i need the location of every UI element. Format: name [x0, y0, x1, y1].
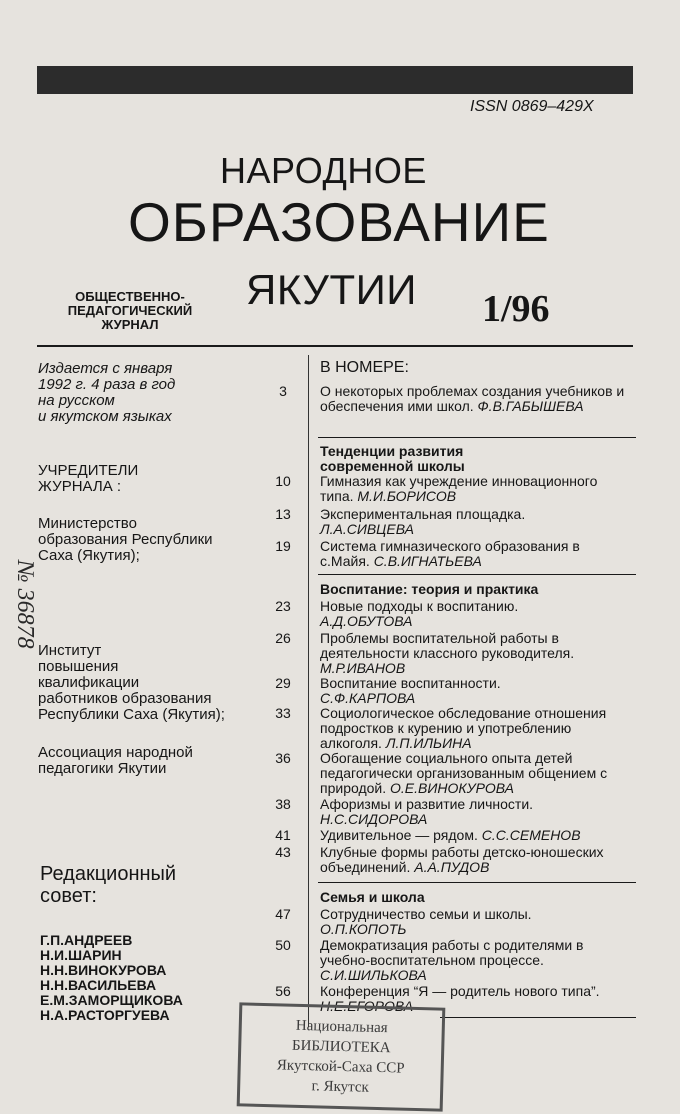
entry-author: М.Р.ИВАНОВ: [320, 660, 406, 676]
text-line: Республики Саха (Якутия);: [38, 706, 225, 723]
section-heading: Воспитание: теория и практика: [320, 581, 539, 597]
divider: [37, 345, 633, 347]
entry-title: Демократизация работы с родителями в учебно-воспитательном процессе.: [320, 937, 584, 968]
entry-author: С.Ф.КАРПОВА: [320, 690, 416, 706]
subtitle-line: ПЕДАГОГИЧЕСКИЙ: [67, 303, 193, 318]
text-line: современной школы: [320, 458, 465, 474]
toc-entry: [270, 631, 630, 676]
page-number: 3: [279, 383, 287, 399]
entry-text: [320, 474, 630, 504]
entry-title: Новые подходы к воспитанию.: [320, 598, 519, 614]
entry-text: [320, 507, 630, 537]
entry-text: [320, 706, 630, 751]
entry-text: [320, 907, 630, 937]
section-heading: Семья и школа: [320, 889, 425, 905]
entry-author: Ф.В.ГАБЫШЕВА: [477, 398, 584, 414]
divider: [318, 882, 636, 883]
entry-title: Экспериментальная площадка.: [320, 506, 526, 522]
toc-entry: [270, 507, 630, 537]
toc-entry: [270, 474, 630, 504]
board-member: Н.А.РАСТОРГУЕВА: [40, 1007, 170, 1023]
text-line: повышения: [38, 658, 119, 675]
text-line: УЧРЕДИТЕЛИ: [38, 462, 139, 479]
page-number: 47: [275, 906, 291, 922]
text-line: Ассоциация народной: [38, 744, 193, 761]
text-line: Министерство: [38, 515, 137, 532]
toc-heading: В НОМЕРЕ:: [320, 359, 409, 376]
entry-text: [320, 599, 630, 629]
stamp-line: БИБЛИОТЕКА: [291, 1037, 391, 1057]
entry-title: Сотрудничество семьи и школы.: [320, 906, 532, 922]
entry-author: С.В.ИГНАТЬЕВА: [373, 553, 482, 569]
text-line: совет:: [40, 885, 97, 907]
text-line: работников образования: [38, 690, 212, 707]
entry-title: Конференция “Я — родитель нового типа”.: [320, 983, 600, 999]
text-line: образования Республики: [38, 531, 213, 548]
text-line: Редакционный: [40, 863, 177, 885]
subtitle-line: ЖУРНАЛ: [101, 317, 159, 332]
header-bar: [37, 66, 633, 94]
entry-title: Гимназия как учреждение инновационного типа.: [320, 473, 598, 504]
text-line: квалификации: [38, 674, 140, 691]
library-stamp: [237, 1002, 446, 1111]
text-line: Тенденции развития: [320, 443, 464, 459]
issn-number: ISSN 0869–429X: [470, 98, 594, 115]
entry-title: Афоризмы и развитие личности.: [320, 796, 534, 812]
text-line: ЖУРНАЛА :: [38, 478, 122, 495]
page-number: 38: [275, 796, 291, 812]
editorial-board-heading: [40, 863, 176, 907]
toc-entry: [270, 539, 630, 569]
divider: [440, 1017, 636, 1018]
page-number: 33: [275, 705, 291, 721]
toc-entry: [270, 845, 630, 875]
text-line: педагогики Якутии: [38, 760, 167, 777]
page-number: 19: [275, 538, 291, 554]
founder-association: [38, 745, 288, 777]
page-number: 43: [275, 844, 291, 860]
entry-text: [320, 631, 630, 676]
page-number: 29: [275, 675, 291, 691]
toc-entry: [270, 676, 630, 706]
page-number: 50: [275, 937, 291, 953]
board-member: Н.Н.ВАСИЛЬЕВА: [40, 977, 157, 993]
text-line: на русском: [38, 392, 115, 409]
founder-ministry: [38, 516, 288, 564]
title-line2: ОБРАЗОВАНИЕ: [128, 191, 550, 253]
page-number: 41: [275, 827, 291, 843]
board-member: Н.Н.ВИНОКУРОВА: [40, 962, 167, 978]
board-member: Н.И.ШАРИН: [40, 947, 122, 963]
entry-title: Проблемы воспитательной работы в деятельности классного руководителя.: [320, 630, 575, 661]
entry-author: О.Е.ВИНОКУРОВА: [390, 780, 515, 796]
divider: [318, 574, 636, 575]
page-number: 10: [275, 473, 291, 489]
toc-entry: [270, 706, 630, 751]
text-line: Издается с января: [38, 360, 173, 377]
subtitle-line: ОБЩЕСТВЕННО-: [75, 289, 185, 304]
entry-title: Клубные формы работы детско-юношеских объединений.: [320, 844, 604, 875]
page-number: 56: [275, 983, 291, 999]
entry-title: О некоторых проблемах создания учебников и обеспечения ими школ.: [320, 383, 625, 414]
divider: [318, 437, 636, 438]
entry-title: Социологическое обследование отношения подростков к курению и употреблению алкоголя.: [320, 705, 607, 751]
page-number: 23: [275, 598, 291, 614]
entry-text: [320, 384, 630, 414]
page-number: 13: [275, 506, 291, 522]
text-line: Институт: [38, 642, 102, 659]
stamp-line: Якутской-Саха ССР: [276, 1057, 405, 1077]
title-line1: НАРОДНОЕ: [220, 150, 427, 191]
entry-text: [320, 797, 630, 827]
toc-entry: [270, 938, 630, 983]
toc-entry: [270, 384, 630, 414]
entry-author: А.Д.ОБУТОВА: [320, 613, 413, 629]
board-member: Е.М.ЗАМОРЩИКОВА: [40, 992, 183, 1008]
entry-text: [320, 828, 630, 843]
toc-entry: [270, 797, 630, 827]
entry-text: [320, 751, 630, 796]
entry-title: Система гимназического образования в с.Майя.: [320, 538, 580, 569]
toc-entry: [270, 828, 630, 843]
entry-author: Л.П.ИЛЬИНА: [385, 735, 472, 751]
handwritten-number: № 36878: [12, 560, 38, 649]
editorial-board-members: [40, 933, 183, 1023]
page-number: 36: [275, 750, 291, 766]
entry-title: Удивительное — рядом.: [320, 827, 478, 843]
toc-entry: [270, 907, 630, 937]
text-line: 1992 г. 4 раза в год: [38, 376, 176, 393]
entry-author: Н.С.СИДОРОВА: [320, 811, 428, 827]
entry-author: С.И.ШИЛЬКОВА: [320, 967, 427, 983]
page-number: 26: [275, 630, 291, 646]
board-member: Г.П.АНДРЕЕВ: [40, 932, 133, 948]
founders-heading: [38, 463, 288, 495]
entry-author: О.П.КОПОТЬ: [320, 921, 407, 937]
entry-text: [320, 676, 630, 706]
stamp-line: Национальная: [295, 1017, 388, 1037]
entry-author: Л.А.СИВЦЕВА: [320, 521, 414, 537]
entry-author: Н.Е.ЕГОРОВА: [320, 998, 414, 1014]
issue-number: 1/96: [482, 288, 550, 330]
entry-title: Обогащение социального опыта детей педагогически организованным общением с природой.: [320, 750, 608, 796]
stamp-line: г. Якутск: [311, 1078, 370, 1096]
founder-institute: [38, 643, 288, 723]
section-heading: [320, 444, 465, 474]
toc-entry: [270, 599, 630, 629]
entry-author: С.С.СЕМЕНОВ: [481, 827, 581, 843]
toc-entry: [270, 751, 630, 796]
text-line: и якутском языках: [38, 408, 172, 425]
entry-title: Воспитание воспитанности.: [320, 675, 501, 691]
entry-author: М.И.БОРИСОВ: [357, 488, 457, 504]
entry-text: [320, 938, 630, 983]
entry-text: [320, 539, 630, 569]
entry-author: А.А.ПУДОВ: [414, 859, 490, 875]
title-line3: ЯКУТИИ: [246, 266, 417, 313]
journal-subtitle: [40, 290, 220, 332]
publication-info: [38, 361, 288, 425]
entry-text: [320, 845, 630, 875]
text-line: Саха (Якутия);: [38, 547, 140, 564]
